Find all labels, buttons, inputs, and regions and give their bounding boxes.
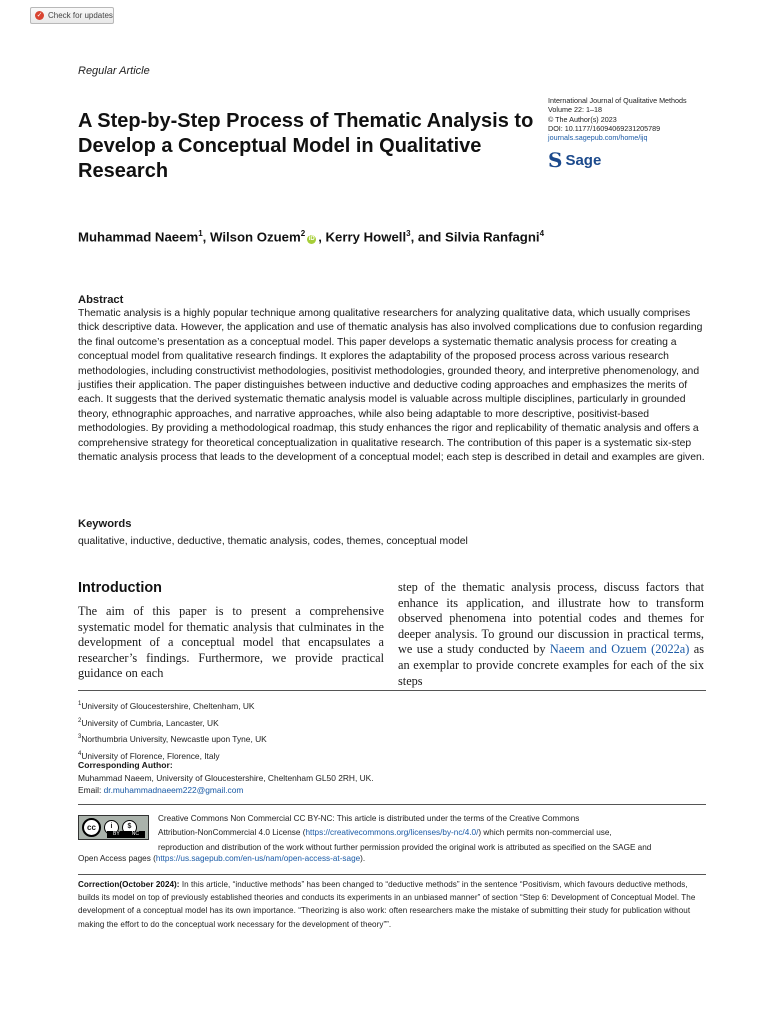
license-line: reproduction and distribution of the work without further permission provided the original work is attributed as specified on the SAGE and (158, 842, 652, 852)
check-for-updates-badge[interactable] (30, 7, 114, 24)
journal-copyright: © The Author(s) 2023 (548, 114, 617, 124)
license-line: Attribution-NonCommercial 4.0 License (https://creativecommons.org/licenses/by-nc/4.0/) which permits non-commercial use, (158, 828, 612, 838)
crossmark-icon: ✓ (36, 12, 43, 19)
keywords-heading: Keywords (78, 518, 132, 530)
author-separator: , (318, 229, 326, 245)
license-url-link[interactable]: https://creativecommons.org/licenses/by-nc/4.0/ (305, 828, 479, 838)
attribution-icon: i (104, 820, 119, 835)
author-name[interactable]: Silvia Ranfagni (445, 229, 540, 245)
author-affil-sup: 1 (198, 229, 203, 238)
introduction-right-column (398, 580, 704, 689)
open-access-link[interactable]: https://us.sagepub.com/en-us/nam/open-access-at-sage (155, 854, 361, 863)
journal-name: International Journal of Qualitative Methods (548, 96, 687, 105)
introduction-heading: Introduction (78, 580, 162, 596)
affiliation-item: $^3$Northumbria University, Newcastle upon Tyne, UK (78, 733, 267, 744)
cc-badge-strip: BY NC (107, 831, 145, 838)
footnote-divider (78, 690, 706, 691)
noncommercial-icon: $ (122, 820, 137, 835)
license-text (158, 812, 706, 855)
author-list (78, 229, 638, 244)
license-line: Creative Commons Non Commercial CC BY-NC: This article is distributed under the terms of the Creative Commons (158, 814, 580, 823)
correction-note (78, 878, 706, 931)
citation-link[interactable]: Naeem and Ozuem (2022a) (549, 642, 690, 657)
keywords-text: qualitative, inductive, deductive, thematic analysis, codes, themes, conceptual model (78, 536, 468, 547)
article-type: Regular Article (78, 65, 150, 77)
journal-doi: DOI: 10.1177/16094069231205789 (548, 123, 661, 133)
author-name[interactable]: Wilson Ozuem (209, 229, 301, 245)
intro-text: as an exemplar to provide concrete examples for each of the six steps (398, 642, 704, 688)
author-affil-sup: 4 (539, 229, 545, 238)
check-for-updates-label: Check for updates (48, 11, 113, 20)
sage-wordmark: Sage (565, 151, 602, 169)
paper-title: A Step-by-Step Process of Thematic Analysis to Develop a Conceptual Model in Qualitative Research (78, 110, 534, 182)
journal-info (548, 96, 748, 142)
sage-logo (548, 148, 602, 172)
affiliations (78, 697, 478, 763)
corresponding-email-line: Email: dr.muhammadnaeem222@gmail.com (78, 784, 244, 795)
cc-icon: cc (82, 818, 101, 837)
abstract-text: Thematic analysis is a highly popular technique among qualitative researchers for analyzing qualitative data, which usually comprises thick descriptive data. However, the application and use of thematic analysis has also involved complications due to confusion regarding the final outcome’s presentation as a conceptual model. This paper develops a systematic thematic analysis process for creating a conceptual model from qualitative research findings. It explores the adaptability of the proposed process across various research methodologies, including constructivist methodologies, positivist methodologies, grounded theory, and interpretive phenomenology, and justifies their application. The paper distinguishes between inductive and deductive coding approaches and emphasizes the merits of each. It suggests that the derived systematic thematic analysis model is valuable across multiple disciplines, particularly in grounded theory, ethnographic approaches, and narrative approaches, while also being adaptable to more descriptive, positivist-based methodologies. By providing a methodological roadmap, this study enhances the rigor and replicability of thematic analysis and offers a comprehensive strategy for theoretical conceptualization in qualitative research. The contribution of this paper is a systematic six-step thematic analysis process that leads to the development of a conceptual model; each step is described in detail and examples are given. (78, 308, 705, 464)
affiliation-item: $^2$University of Cumbria, Lancaster, UK (78, 717, 219, 728)
cc-by-nc-badge[interactable] (78, 815, 149, 840)
author-separator: , and (410, 229, 446, 245)
corresponding-author-details (78, 773, 578, 796)
correction-text: In this article, “inductive methods” has been changed to “deductive methods” in the sentence “Positivism, which favours deductive methods, builds its model on top of previously established theories and conducts its experiments in an unbiased manner” of section “Step 6: Development of Conceptual Model. The development of a conceptual model has its own importance. “Theorizing is also work: often researchers make the mistake of submitting their study for publication without making the effort to do the conceptual work necessary for the development of theory””. (78, 880, 696, 929)
author-affil-sup: 3 (406, 229, 411, 238)
orcid-icon[interactable]: iD (308, 236, 315, 243)
corresponding-author-heading: Corresponding Author: (78, 760, 173, 770)
journal-url-link[interactable]: journals.sagepub.com/home/ijq (548, 133, 648, 143)
author-name[interactable]: Muhammad Naeem (78, 229, 199, 245)
intro-text: step of the thematic analysis process, discuss factors that enhance its application, and illustrate how to transform observed phenomena into potential codes and themes for deeper analysis. To ground our discussion in practical terms, we use a study conducted by (398, 580, 704, 657)
correction-label: Correction(October 2024): (78, 880, 180, 889)
license-divider (78, 804, 706, 805)
corresponding-author-line: Muhammad Naeem, University of Gloucestershire, Cheltenham GL50 2RH, UK. (78, 773, 374, 783)
author-separator: , (202, 229, 210, 245)
author-affil-sup: 2 (300, 229, 306, 238)
abstract-heading: Abstract (78, 294, 124, 306)
license-line: Open Access pages (https://us.sagepub.com/en-us/nam/open-access-at-sage). (78, 854, 366, 863)
author-name[interactable]: Kerry Howell (325, 229, 407, 245)
journal-volume: Volume 22: 1–18 (548, 105, 602, 115)
correction-divider (78, 874, 706, 875)
introduction-left-column: The aim of this paper is to present a comprehensive systematic model for thematic analysis that culminates in the development of a conceptual model that encapsulates a researcher’s findings. Furthermore, we provide practical guidance on each (78, 604, 384, 681)
affiliation-item: $^1$University of Gloucestershire, Cheltenham, UK (78, 700, 255, 711)
sage-s-icon: S (548, 148, 563, 172)
email-link[interactable]: dr.muhammadnaeem222@gmail.com (103, 784, 244, 795)
affiliation-item: $^4$University of Florence, Florence, Italy (78, 750, 220, 761)
